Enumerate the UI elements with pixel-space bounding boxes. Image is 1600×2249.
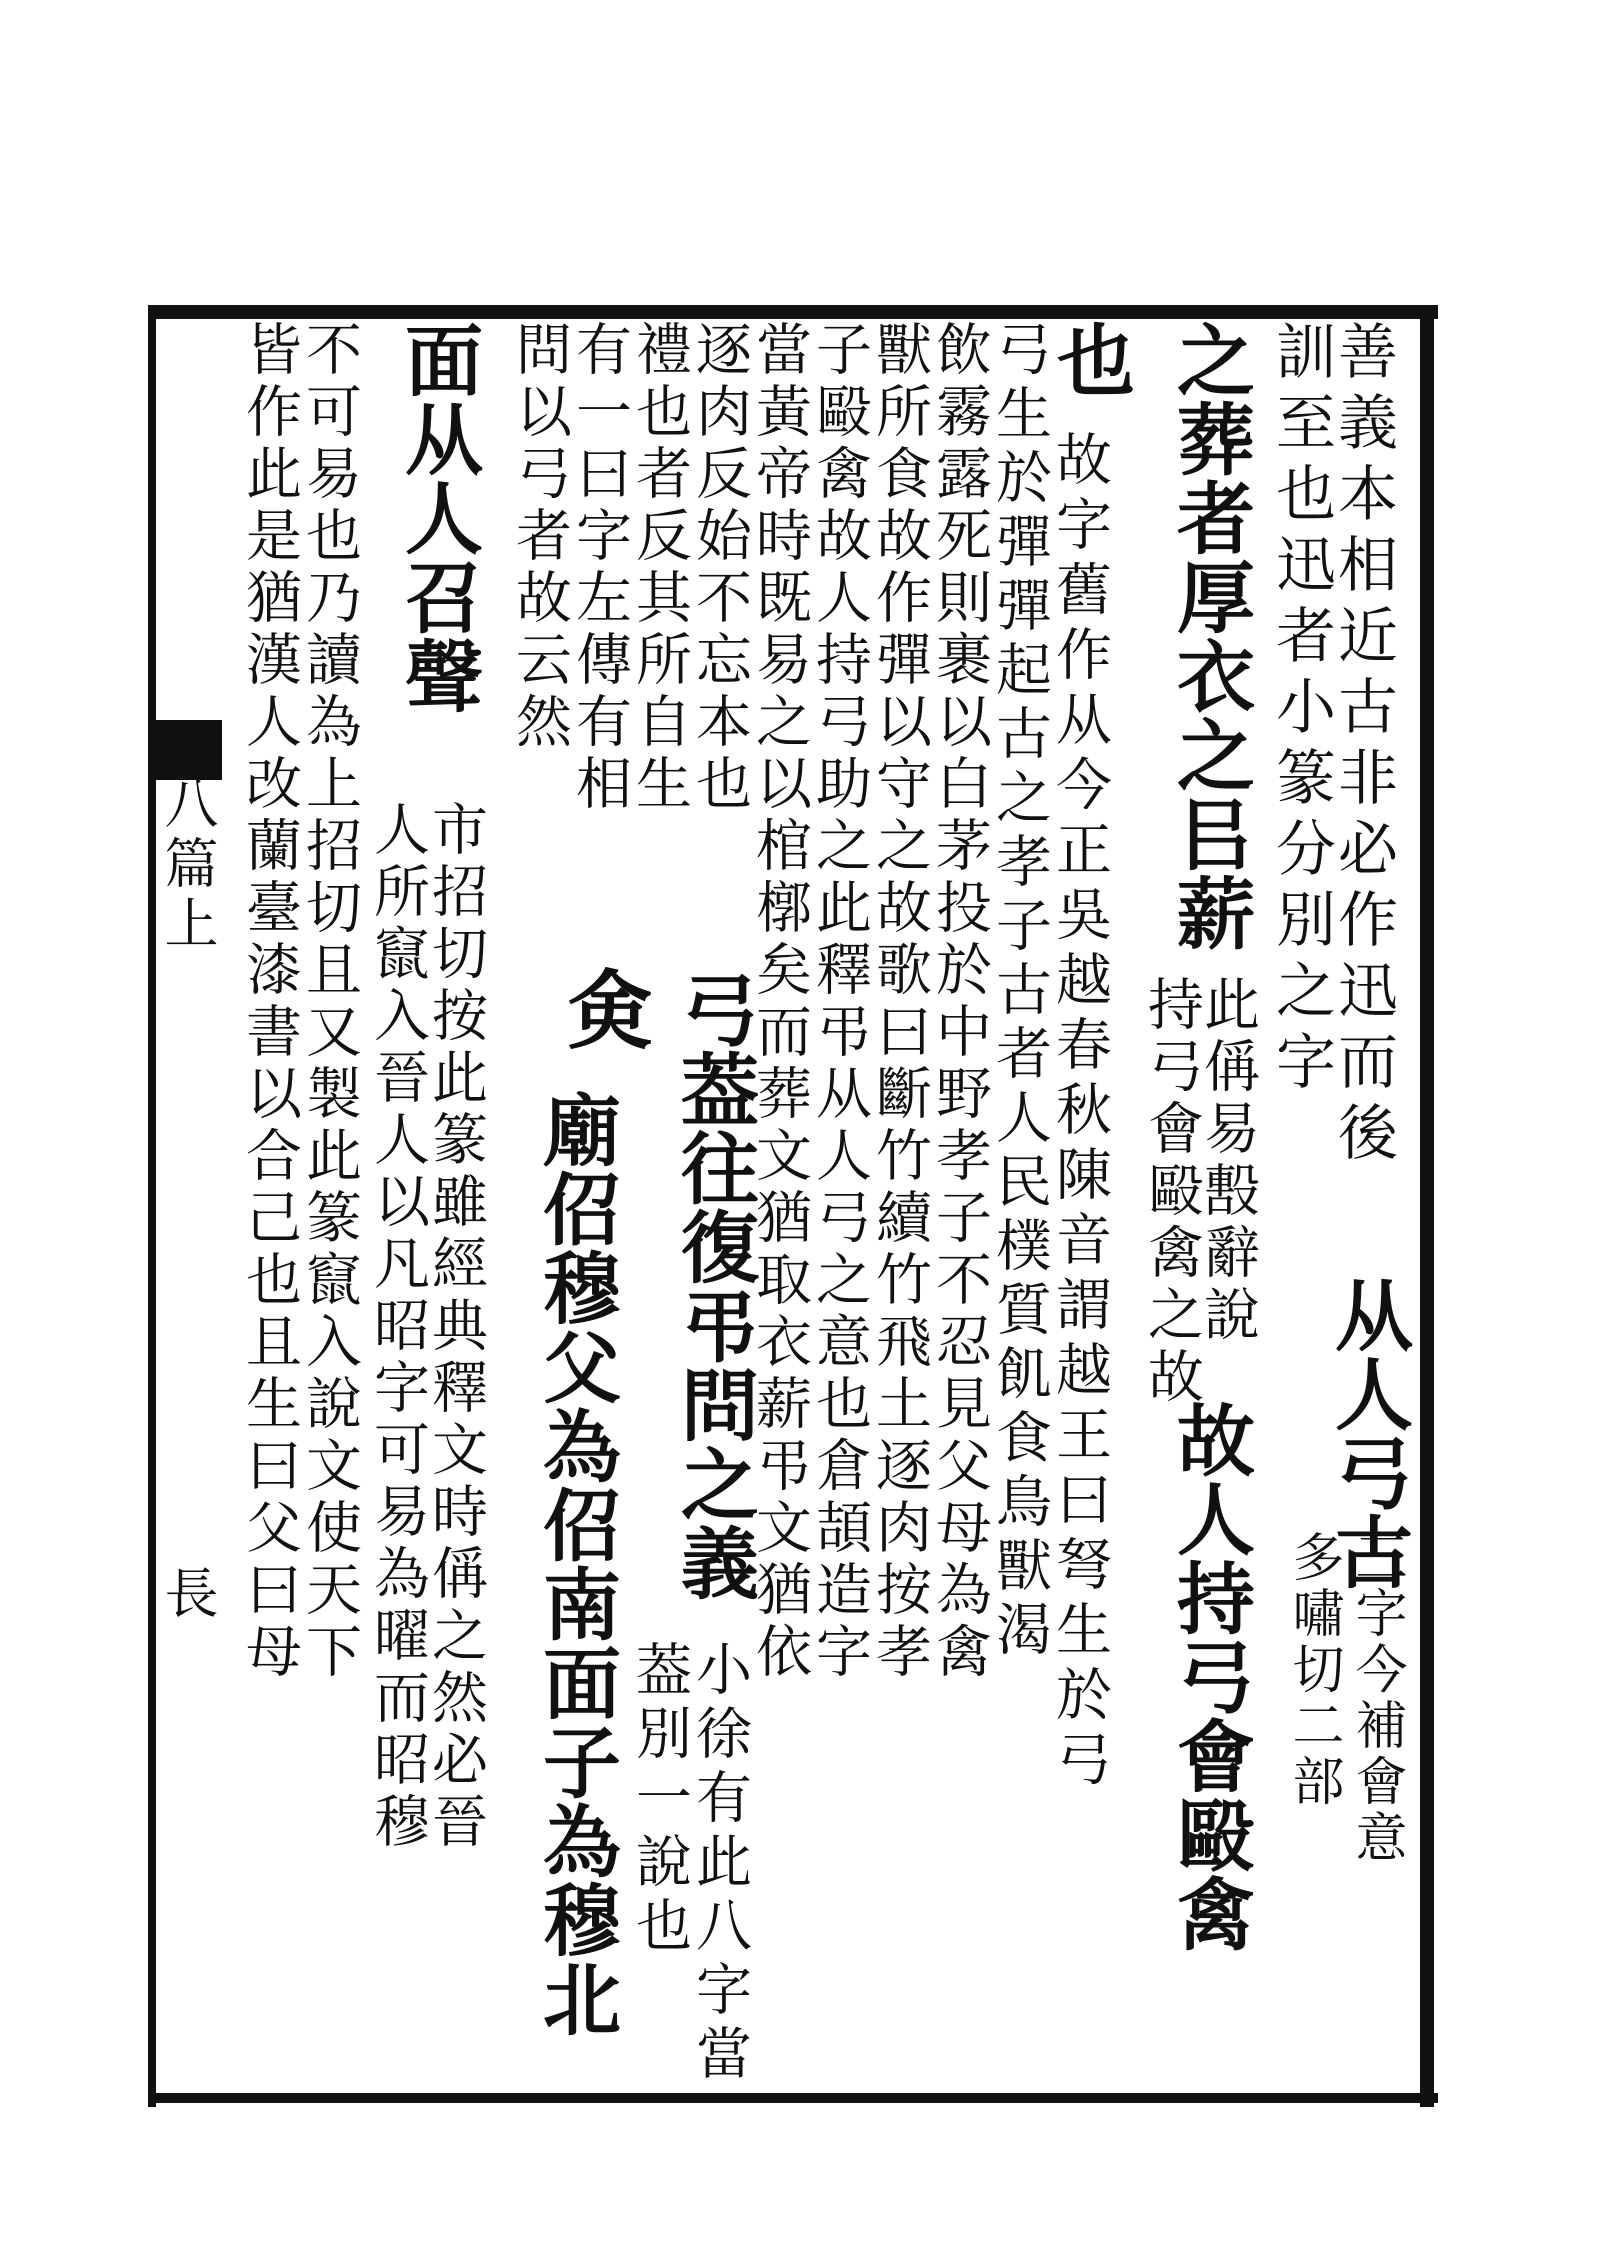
- main-text-column: 弓葢往復弔問之義: [668, 970, 759, 1602]
- text-column: 善義本相近古非必作迅而後: [1328, 320, 1398, 1172]
- text-column: 禮也者反其所自生: [627, 320, 692, 816]
- fold-title: 八篇上: [156, 775, 219, 955]
- annotation-text: 此偁易毄辭說: [1195, 975, 1260, 1347]
- fold-fishtail-mark: [150, 720, 222, 780]
- text-column: 故字舊作从今正吳越春秋陳音謂越王曰弩生於弓: [1047, 430, 1112, 1795]
- annotation-text: 葢別一說也: [627, 1640, 692, 1960]
- main-text-column: 廟佋穆父為佋南面子為穆北: [530, 1090, 621, 2038]
- fold-page-number: 長: [156, 1565, 219, 1625]
- annotation-text: 持弓會毆禽之故: [1139, 975, 1204, 1409]
- frame-right-rule: [1420, 305, 1434, 2107]
- frame-bottom-rule: [148, 2093, 1438, 2103]
- frame-left-rule: [148, 305, 156, 2107]
- text-column: 弓生於彈彈起古之孝子古者人民樸質飢食鳥獸渴: [987, 320, 1052, 1664]
- text-column: 獸所食故作彈以守之故歌曰斷竹續竹飛土逐肉按孝: [867, 320, 932, 1684]
- text-column: 皆作此是猶漢人改蘭臺漆書以合己也且生曰父曰母: [237, 320, 302, 1684]
- main-text-column: 也: [1044, 320, 1135, 399]
- annotation-text: 市招切按此篆雖經典釋文時偁之然必晉: [423, 800, 488, 1854]
- annotation-text: 小徐有此八字當: [687, 1640, 752, 2088]
- text-column: 子毆禽故人持弓助之此釋弔从人弓之意也倉頡造字: [807, 320, 872, 1684]
- fold-column: [156, 775, 219, 2075]
- main-text-column: 面从人召聲: [392, 320, 483, 715]
- annotation-text: 三字今補會意: [1346, 1530, 1406, 1866]
- text-column: 訓至也迅者小篆分別之字: [1266, 320, 1336, 1101]
- annotation-text: 人所竄入晉人以凡昭字可易為曜而昭穆: [365, 800, 430, 1854]
- text-column: 當黃帝時既易之以棺槨矣而葬文猶取衣薪弔文猶依: [747, 320, 812, 1684]
- annotation-text: 多嘯切二部: [1283, 1530, 1343, 1810]
- main-text-column: 之葬者厚衣之㠯薪: [1164, 320, 1255, 952]
- seal-script-character: 㑒: [552, 965, 653, 1051]
- headword-text: 从人弓古: [1322, 1275, 1413, 1591]
- text-column: 逐肉反始不忘本也: [687, 320, 752, 816]
- main-text-column: 故人持弓會毆禽: [1164, 1400, 1255, 1953]
- frame-top-rule: [148, 305, 1438, 319]
- text-column: 問以弓者故云然: [507, 320, 572, 754]
- text-column: 飲霧露死則裹以白茅投於中野孝子不忍見父母為禽: [927, 320, 992, 1684]
- text-column: 不可易也乃讀為上招切且又製此篆竄入說文使天下: [297, 320, 362, 1684]
- text-column: 有一曰字左傳有相: [567, 320, 632, 816]
